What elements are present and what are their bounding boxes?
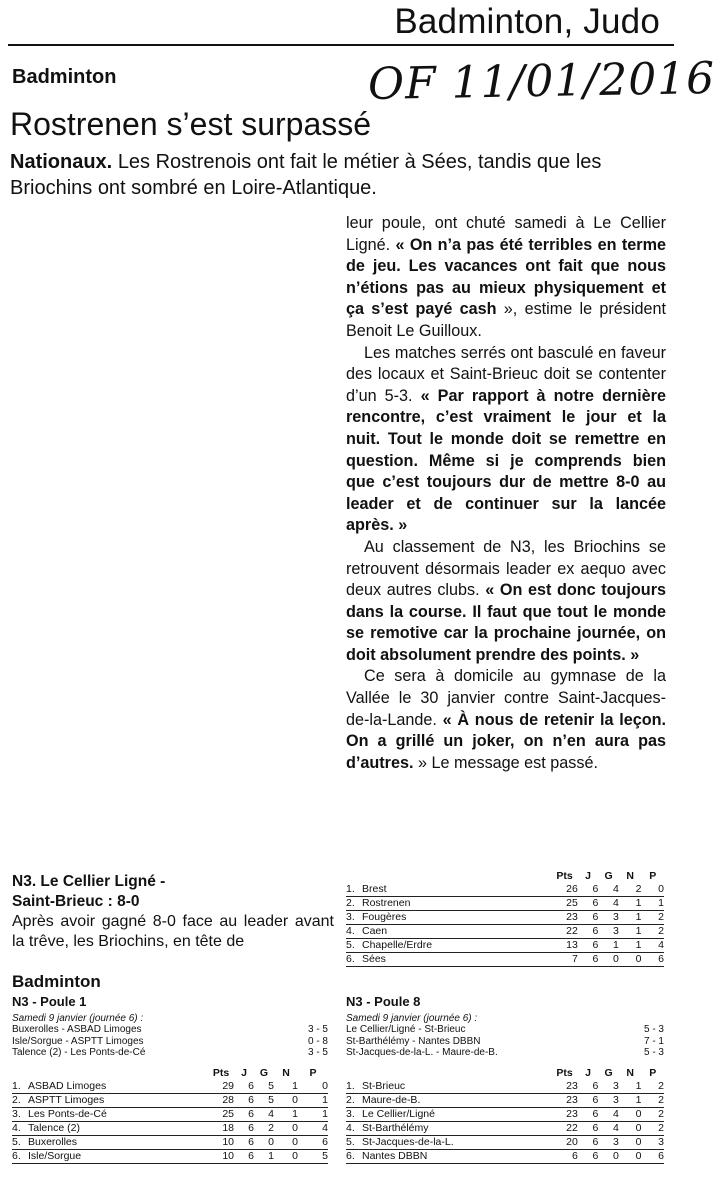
stat-j: 6 (578, 883, 599, 897)
headline: Rostrenen s’est surpassé (10, 106, 372, 142)
stat-g: 0 (598, 953, 619, 967)
col-header: P (649, 1066, 657, 1079)
col-header: G (604, 1066, 613, 1079)
rank: 3. (346, 1107, 355, 1120)
stat-p: 6 (641, 1149, 664, 1163)
stat-n: 0 (619, 1135, 642, 1149)
stat-g: 3 (598, 1135, 619, 1149)
standings-row (12, 1135, 328, 1149)
stat-j: 6 (234, 1080, 254, 1094)
stat-pts: 23 (551, 1107, 578, 1121)
stat-pts: 28 (208, 1093, 234, 1107)
stat-j: 6 (578, 897, 599, 911)
stat-j: 6 (578, 1080, 599, 1094)
stat-p: 4 (298, 1121, 328, 1135)
stat-n: 1 (619, 911, 642, 925)
standings-row (346, 1135, 664, 1149)
team-cell (346, 953, 551, 967)
team-cell (346, 1149, 551, 1163)
match-body: Après avoir gagné 8-0 face au leader avant la trêve, les Briochins, en tête de (12, 913, 334, 950)
team-name: St-Jacques-de-la-L. (362, 1135, 454, 1148)
team-name: Buxerolles (28, 1135, 78, 1148)
team-cell (12, 1107, 208, 1121)
team-name: Sées (362, 953, 386, 965)
stat-g: 4 (598, 897, 619, 911)
rank: 2. (346, 1093, 355, 1106)
stat-g: 4 (598, 1121, 619, 1135)
match-date: Samedi 9 janvier (journée 6) : (346, 1013, 478, 1024)
stat-p: 6 (641, 953, 664, 967)
team-cell (346, 897, 551, 911)
result-row (346, 1036, 664, 1048)
stat-n: 0 (619, 1107, 642, 1121)
stat-j: 6 (234, 1107, 254, 1121)
team-name: St-Brieuc (362, 1079, 406, 1092)
stat-n: 1 (619, 939, 642, 953)
rank: 6. (346, 1149, 355, 1162)
stat-n: 0 (274, 1149, 298, 1163)
stat-g: 3 (598, 911, 619, 925)
standings-row (346, 953, 664, 967)
rank: 6. (346, 953, 355, 965)
team-name: Nantes DBBN (362, 1149, 428, 1162)
standings-table (346, 1067, 664, 1164)
stat-g: 1 (254, 1149, 274, 1163)
result-score: 7 - 1 (643, 1035, 664, 1047)
poule-1-block (12, 994, 328, 1164)
stat-p: 4 (641, 939, 664, 953)
stat-n: 0 (274, 1093, 298, 1107)
result-score: 3 - 5 (307, 1047, 328, 1058)
section-header (0, 0, 674, 44)
stat-j: 6 (578, 1121, 599, 1135)
standings-row (346, 883, 664, 897)
stat-p: 2 (641, 1080, 664, 1094)
standings-header-row (346, 870, 664, 883)
col-header: J (585, 1066, 591, 1079)
stat-p: 2 (641, 1093, 664, 1107)
article-text: », estime le président Benoit Le Guilloux. (346, 300, 667, 340)
rank: 3. (346, 911, 355, 923)
stat-j: 6 (234, 1135, 254, 1149)
rank: 5. (346, 939, 355, 951)
stat-n: 0 (619, 1149, 642, 1163)
lead-text: Les Rostrenois ont fait le métier à Sées, tandis que les Briochins ont sombré en Loire-Atlantique. (10, 151, 602, 199)
stat-p: 2 (641, 1107, 664, 1121)
lead-paragraph (10, 149, 665, 201)
stat-p: 1 (641, 897, 664, 911)
stat-g: 5 (254, 1080, 274, 1094)
stat-n: 0 (619, 953, 642, 967)
standings-row (12, 1121, 328, 1135)
stat-n: 0 (274, 1135, 298, 1149)
col-header: J (585, 870, 591, 882)
team-cell (346, 1121, 551, 1135)
stat-j: 6 (234, 1121, 254, 1135)
stat-pts: 10 (208, 1135, 234, 1149)
stat-pts: 20 (551, 1135, 578, 1149)
standings-row (346, 1107, 664, 1121)
article-paragraph (346, 666, 666, 774)
stat-g: 2 (254, 1121, 274, 1135)
col-header: G (259, 1066, 269, 1079)
standings-row (346, 1093, 664, 1107)
team-cell (12, 1121, 208, 1135)
rank: 5. (12, 1135, 21, 1148)
article-text: Ce sera à domicile au gymnase de la Vallée le 30 janvier contre Saint-Jacques-de-la-Lande. (346, 667, 666, 729)
standings-row (12, 1093, 328, 1107)
stat-g: 0 (254, 1135, 274, 1149)
result-row (12, 1024, 328, 1036)
rank: 6. (12, 1149, 21, 1162)
handwritten-note: OF 11/01/2016 (367, 52, 716, 111)
poule-title: N3 - Poule 8 (346, 994, 421, 1009)
result-row (346, 1047, 664, 1059)
rank: 4. (12, 1121, 21, 1134)
col-header: Pts (556, 870, 573, 882)
team-name: Maure-de-B. (362, 1093, 421, 1106)
stat-pts: 29 (208, 1080, 234, 1094)
team-cell (346, 911, 551, 925)
stat-pts: 13 (551, 939, 578, 953)
team-cell (12, 1135, 208, 1149)
stat-pts: 22 (551, 1121, 578, 1135)
team-cell (346, 925, 551, 939)
col-header: Pts (212, 1066, 230, 1079)
standings-row (346, 897, 664, 911)
result-teams: Buxerolles - ASBAD Limoges (12, 1024, 142, 1035)
stat-g: 3 (598, 1093, 619, 1107)
standings-row (346, 911, 664, 925)
section-title: Badminton, Judo (394, 2, 660, 41)
stat-g: 0 (598, 1149, 619, 1163)
stat-g: 4 (254, 1107, 274, 1121)
team-name: ASBAD Limoges (28, 1079, 107, 1092)
stat-n: 1 (274, 1107, 298, 1121)
standings-row (346, 1080, 664, 1094)
stat-n: 2 (619, 883, 642, 897)
stat-pts: 25 (551, 897, 578, 911)
rank: 4. (346, 925, 355, 937)
stat-g: 4 (598, 883, 619, 897)
stat-n: 0 (619, 1121, 642, 1135)
stat-g: 3 (598, 925, 619, 939)
stat-pts: 23 (551, 1080, 578, 1094)
team-cell (346, 939, 551, 953)
col-header: J (241, 1066, 247, 1079)
results-section-title: Badminton (12, 972, 101, 991)
stat-g: 3 (598, 1080, 619, 1094)
stat-pts: 22 (551, 925, 578, 939)
standings-row (346, 925, 664, 939)
article-paragraph (346, 343, 666, 537)
result-teams: Isle/Sorgue - ASPTT Limoges (12, 1035, 144, 1047)
team-cell (12, 1149, 208, 1163)
team-cell (346, 883, 551, 897)
result-score: 0 - 8 (307, 1035, 328, 1047)
match-heading-line: Saint-Brieuc : 8-0 (12, 893, 140, 910)
rank: 3. (12, 1107, 21, 1120)
match-heading (12, 872, 332, 912)
stat-p: 2 (641, 911, 664, 925)
standings-header-row (12, 1067, 328, 1080)
col-header: Pts (556, 1066, 573, 1079)
col-header: N (626, 870, 634, 882)
stat-j: 6 (234, 1149, 254, 1163)
stat-p: 1 (298, 1093, 328, 1107)
stat-n: 1 (619, 1080, 642, 1094)
stat-p: 5 (298, 1149, 328, 1163)
stat-p: 0 (641, 883, 664, 897)
result-row (346, 1024, 664, 1036)
team-cell (346, 1107, 551, 1121)
standings-row (346, 1121, 664, 1135)
stat-j: 6 (578, 953, 599, 967)
stat-j: 6 (578, 1093, 599, 1107)
team-name: Brest (362, 883, 387, 895)
stat-n: 0 (274, 1121, 298, 1135)
rank: 2. (346, 897, 355, 909)
results-list (12, 1024, 328, 1059)
article-column (346, 213, 666, 774)
article-text: Les matches serrés ont basculé en faveur des locaux et Saint-Brieuc doit se contenter d’un 5-3. (346, 343, 666, 405)
col-header: P (309, 1066, 317, 1079)
article-text: Au classement de N3, les Briochins se retrouvent désormais leader ex aequo avec deux autres clubs. (346, 537, 666, 600)
team-name: St-Barthélémy (362, 1121, 429, 1134)
result-score: 3 - 5 (307, 1024, 328, 1035)
stat-pts: 23 (551, 1093, 578, 1107)
stat-g: 5 (254, 1093, 274, 1107)
stat-p: 0 (298, 1080, 328, 1094)
rank: 2. (12, 1093, 21, 1106)
team-cell (346, 1080, 551, 1094)
stat-j: 6 (578, 1149, 599, 1163)
stat-pts: 10 (208, 1149, 234, 1163)
team-name: ASPTT Limoges (28, 1093, 105, 1106)
team-name: Les Ponts-de-Cé (28, 1107, 107, 1120)
article-quote: « Par rapport à notre dernière rencontre, c’est vraiment le jour et la nuit. Tout le monde doit se remettre en question. Même si je comprends bien que c’est toujours dur de mettre 8-0 au leader et de continuer sur la lancée après. » (346, 386, 666, 535)
standings-table (346, 870, 664, 967)
standings-row (346, 1149, 664, 1163)
rank: 5. (346, 1135, 355, 1148)
article-text: leur poule, ont chuté samedi à Le Cellier Ligné. (346, 214, 666, 254)
standings-row (12, 1149, 328, 1163)
team-cell (346, 1093, 551, 1107)
col-header: G (604, 870, 613, 882)
team-cell (346, 1135, 551, 1149)
col-header: N (626, 1066, 634, 1079)
poule-8-block (346, 994, 664, 1164)
stat-pts: 23 (551, 911, 578, 925)
rank: 1. (346, 1079, 355, 1092)
team-name: Chapelle/Erdre (362, 939, 433, 951)
col-header: N (282, 1066, 290, 1079)
rank: 1. (346, 883, 355, 895)
stat-n: 1 (274, 1080, 298, 1094)
stat-g: 1 (598, 939, 619, 953)
standings-table (12, 1067, 328, 1164)
stat-j: 6 (578, 1135, 599, 1149)
team-name: Rostrenen (362, 897, 411, 909)
match-heading-line: N3. Le Cellier Ligné - (12, 873, 166, 890)
article-quote: « On n’a pas été terribles en terme de jeu. Les vacances ont fait que nous n’étions pas au mieux physiquement et ça s’est payé cash (346, 235, 666, 319)
team-name: Fougères (362, 911, 407, 923)
rank: 4. (346, 1121, 355, 1134)
team-cell (12, 1093, 208, 1107)
standings-header-row (346, 1067, 664, 1080)
poule-title: N3 - Poule 1 (12, 994, 87, 1009)
stat-pts: 26 (551, 883, 578, 897)
result-row (12, 1036, 328, 1048)
stat-g: 4 (598, 1107, 619, 1121)
header-rule (8, 44, 674, 46)
result-score: 5 - 3 (643, 1047, 664, 1058)
stat-pts: 7 (551, 953, 578, 967)
stat-j: 6 (234, 1093, 254, 1107)
standings-row (346, 939, 664, 953)
stat-j: 6 (578, 911, 599, 925)
result-score: 5 - 3 (643, 1024, 664, 1035)
team-name: Le Cellier/Ligné (362, 1107, 435, 1120)
stat-pts: 25 (208, 1107, 234, 1121)
article-paragraph (346, 213, 666, 343)
stat-j: 6 (578, 939, 599, 953)
stat-j: 6 (578, 1107, 599, 1121)
kicker: Badminton (12, 66, 117, 88)
stat-n: 1 (619, 897, 642, 911)
standings-top (346, 870, 664, 967)
rank: 1. (12, 1079, 21, 1092)
stat-n: 1 (619, 925, 642, 939)
team-name: Isle/Sorgue (28, 1149, 82, 1162)
result-teams: Le Cellier/Ligné - St-Brieuc (346, 1024, 466, 1035)
article-text: » Le message est passé. (413, 753, 598, 772)
article-paragraph (346, 537, 666, 667)
stat-p: 2 (641, 925, 664, 939)
team-cell (12, 1080, 208, 1094)
article-quote: « On est donc toujours dans la course. Il faut que tout le monde se remotive car la prochaine journée, on doit absolument prendre des points. » (346, 581, 666, 664)
lead-label: Nationaux. (10, 151, 113, 173)
stat-p: 2 (641, 1121, 664, 1135)
stat-pts: 18 (208, 1121, 234, 1135)
col-header: P (649, 870, 657, 882)
team-name: Caen (362, 925, 388, 937)
stat-j: 6 (578, 925, 599, 939)
article-quote: « À nous de retenir la leçon. On a grillé un joker, on n’en aura pas d’autres. (346, 710, 666, 772)
stat-p: 1 (298, 1107, 328, 1121)
stat-n: 1 (619, 1093, 642, 1107)
match-date: Samedi 9 janvier (journée 6) : (12, 1013, 144, 1024)
stat-p: 6 (298, 1135, 328, 1149)
result-teams: Talence (2) - Les Ponts-de-Cé (12, 1047, 146, 1058)
results-list (346, 1024, 664, 1059)
standings-row (12, 1080, 328, 1094)
team-name: Talence (2) (28, 1121, 80, 1134)
stat-pts: 6 (551, 1149, 578, 1163)
result-row (12, 1047, 328, 1059)
result-teams: St-Jacques-de-la-L. - Maure-de-B. (346, 1047, 498, 1058)
result-teams: St-Barthélémy - Nantes DBBN (346, 1035, 481, 1047)
stat-p: 3 (641, 1135, 664, 1149)
standings-row (12, 1107, 328, 1121)
